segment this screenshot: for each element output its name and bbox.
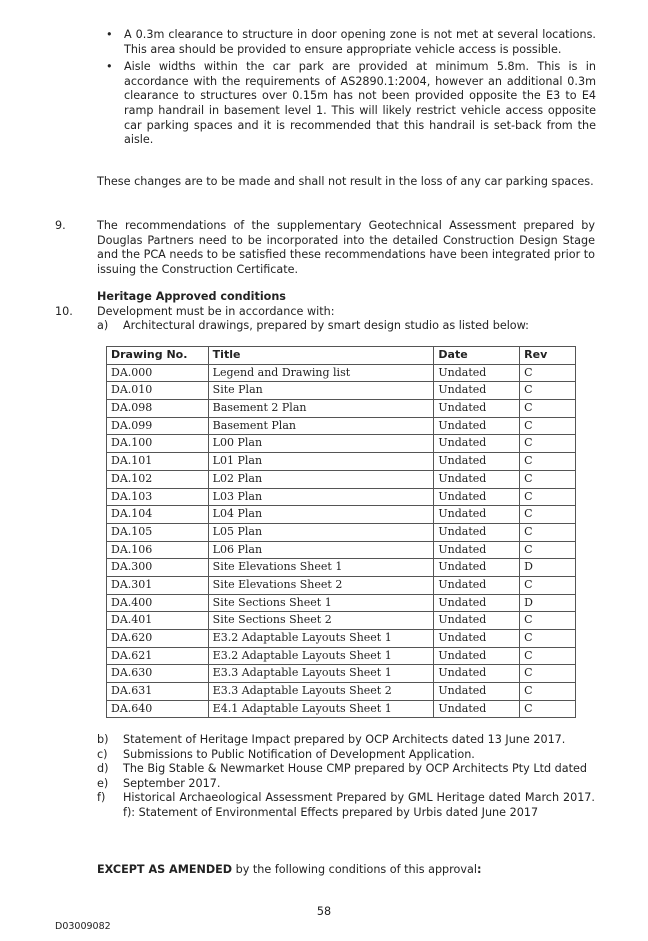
cell-date: Undated	[434, 559, 520, 577]
cell-drawing-no: DA.621	[107, 647, 209, 665]
cell-drawing-no: DA.106	[107, 541, 209, 559]
sub-item-letter: e)	[97, 776, 109, 790]
table-row	[107, 630, 576, 648]
cell-drawing-no: DA.640	[107, 700, 209, 718]
cell-drawing-no: DA.301	[107, 576, 209, 594]
sub-item-letter: f)	[97, 791, 106, 805]
cell-drawing-no: DA.630	[107, 665, 209, 683]
except-text: by the following conditions of this approval	[232, 863, 477, 876]
sub-item	[97, 733, 595, 748]
cell-title: Site Plan	[208, 382, 434, 400]
item-10-sub-a-text: Architectural drawings, prepared by smart design studio as listed below:	[123, 319, 529, 332]
cell-title: E3.2 Adaptable Layouts Sheet 1	[208, 647, 434, 665]
cell-title: Site Sections Sheet 2	[208, 612, 434, 630]
table-row	[107, 417, 576, 435]
sub-item-text: Submissions to Public Notification of Development Application.	[123, 747, 475, 761]
sub-item-text: Statement of Heritage Impact prepared by OCP Architects dated 13 June 2017.	[123, 733, 566, 746]
drawings-table	[106, 346, 576, 718]
cell-rev: C	[520, 630, 576, 648]
table-row	[107, 488, 576, 506]
sub-item-text: The Big Stable & Newmarket House CMP prepared by OCP Architects Pty Ltd dated	[123, 762, 587, 776]
cell-date: Undated	[434, 541, 520, 559]
header-rev: Rev	[520, 347, 576, 365]
cell-title: L03 Plan	[208, 488, 434, 506]
cell-rev: C	[520, 612, 576, 630]
table-row	[107, 665, 576, 683]
cell-drawing-no: DA.099	[107, 417, 209, 435]
bullet-symbol: •	[106, 28, 113, 41]
table-row	[107, 541, 576, 559]
cell-drawing-no: DA.100	[107, 435, 209, 453]
cell-rev: C	[520, 576, 576, 594]
cell-title: Site Elevations Sheet 1	[208, 559, 434, 577]
cell-date: Undated	[434, 417, 520, 435]
table-row	[107, 470, 576, 488]
cell-title: Basement Plan	[208, 417, 434, 435]
bullet-text: Aisle widths within the car park are provided at minimum 5.8m. This is in accordance with the requirements of AS2890.1:2004, however an additional 0.3m clearance to structures over 0.15m has not been provided opposite the E3 to E4 ramp handrail in basement level 1. This will likely restrict vehicle access opposite car parking spaces and it is recommended that this handrail is set-back from the aisle.	[124, 60, 596, 147]
cell-drawing-no: DA.401	[107, 612, 209, 630]
table-row	[107, 594, 576, 612]
cell-rev: C	[520, 683, 576, 701]
cell-date: Undated	[434, 630, 520, 648]
sub-item-letter: d)	[97, 762, 109, 776]
cell-rev: C	[520, 382, 576, 400]
except-colon: :	[476, 863, 482, 876]
table-header-row	[107, 347, 576, 365]
cell-date: Undated	[434, 683, 520, 701]
cell-rev: C	[520, 435, 576, 453]
cell-drawing-no: DA.000	[107, 364, 209, 382]
table-row	[107, 364, 576, 382]
cell-title: E3.3 Adaptable Layouts Sheet 2	[208, 683, 434, 701]
cell-rev: C	[520, 700, 576, 718]
cell-date: Undated	[434, 400, 520, 418]
cell-drawing-no: DA.098	[107, 400, 209, 418]
changes-paragraph: These changes are to be made and shall not result in the loss of any car parking spaces.	[97, 175, 594, 188]
sub-item-list	[97, 733, 595, 821]
table-row	[107, 523, 576, 541]
sub-item	[97, 762, 595, 777]
cell-date: Undated	[434, 453, 520, 471]
cell-title: Site Sections Sheet 1	[208, 594, 434, 612]
cell-rev: C	[520, 453, 576, 471]
cell-date: Undated	[434, 647, 520, 665]
table-row	[107, 453, 576, 471]
table-body	[107, 364, 576, 718]
cell-date: Undated	[434, 364, 520, 382]
cell-rev: C	[520, 523, 576, 541]
cell-drawing-no: DA.620	[107, 630, 209, 648]
item-10-number: 10.	[55, 305, 73, 318]
cell-date: Undated	[434, 612, 520, 630]
cell-title: L01 Plan	[208, 453, 434, 471]
cell-drawing-no: DA.102	[107, 470, 209, 488]
cell-rev: C	[520, 506, 576, 524]
cell-rev: C	[520, 417, 576, 435]
header-date: Date	[434, 347, 520, 365]
header-drawing-no: Drawing No.	[107, 347, 209, 365]
item-9-text: The recommendations of the supplementary Geotechnical Assessment prepared by Douglas Partners need to be incorporated into the detailed Construction Design Stage and the PCA needs to be satisfied these recommendations have been integrated prior to issuing the Construction Certificate.	[97, 219, 595, 276]
bullet-symbol: •	[106, 60, 113, 74]
heritage-heading: Heritage Approved conditions	[97, 290, 286, 303]
cell-rev: C	[520, 470, 576, 488]
bullet-list	[106, 28, 596, 151]
cell-date: Undated	[434, 435, 520, 453]
table-row	[107, 576, 576, 594]
table-row	[107, 400, 576, 418]
table-row	[107, 700, 576, 718]
table-row	[107, 612, 576, 630]
bullet-item	[106, 28, 596, 57]
cell-drawing-no: DA.631	[107, 683, 209, 701]
document-id: D03009082	[55, 921, 111, 932]
sub-item-letter: b)	[97, 733, 109, 746]
cell-rev: D	[520, 594, 576, 612]
cell-drawing-no: DA.010	[107, 382, 209, 400]
sub-item-text: Historical Archaeological Assessment Prepared by GML Heritage dated March 2017. f): Statement of Environmental Effects prepared by Urbis dated June 2017	[123, 791, 595, 819]
table-row	[107, 559, 576, 577]
sub-item	[97, 748, 595, 763]
cell-title: Site Elevations Sheet 2	[208, 576, 434, 594]
cell-rev: C	[520, 541, 576, 559]
sub-item-text: September 2017.	[123, 776, 221, 790]
cell-title: L06 Plan	[208, 541, 434, 559]
item-10-sub-a-letter: a)	[97, 319, 109, 332]
cell-rev: C	[520, 364, 576, 382]
cell-title: L04 Plan	[208, 506, 434, 524]
table-row	[107, 647, 576, 665]
sub-item	[97, 777, 595, 792]
sub-item-letter: c)	[97, 747, 108, 761]
cell-drawing-no: DA.103	[107, 488, 209, 506]
except-as-amended-line	[97, 863, 481, 878]
cell-title: L02 Plan	[208, 470, 434, 488]
cell-drawing-no: DA.300	[107, 559, 209, 577]
bullet-text: A 0.3m clearance to structure in door opening zone is not met at several locations. This area should be provided to ensure appropriate vehicle access is possible.	[124, 28, 596, 56]
table-row	[107, 382, 576, 400]
cell-rev: C	[520, 400, 576, 418]
cell-title: L05 Plan	[208, 523, 434, 541]
table-row	[107, 683, 576, 701]
cell-drawing-no: DA.105	[107, 523, 209, 541]
cell-title: E4.1 Adaptable Layouts Sheet 1	[208, 700, 434, 718]
table-row	[107, 435, 576, 453]
cell-date: Undated	[434, 382, 520, 400]
item-9-number: 9.	[55, 219, 66, 232]
sub-item	[97, 791, 595, 820]
cell-title: L00 Plan	[208, 435, 434, 453]
cell-date: Undated	[434, 576, 520, 594]
cell-date: Undated	[434, 470, 520, 488]
header-title: Title	[208, 347, 434, 365]
cell-date: Undated	[434, 523, 520, 541]
cell-drawing-no: DA.101	[107, 453, 209, 471]
cell-date: Undated	[434, 700, 520, 718]
cell-rev: C	[520, 647, 576, 665]
cell-title: E3.3 Adaptable Layouts Sheet 1	[208, 665, 434, 683]
cell-rev: C	[520, 488, 576, 506]
cell-date: Undated	[434, 506, 520, 524]
table-row	[107, 506, 576, 524]
bullet-item	[106, 60, 596, 148]
cell-rev: C	[520, 665, 576, 683]
cell-title: Legend and Drawing list	[208, 364, 434, 382]
cell-title: Basement 2 Plan	[208, 400, 434, 418]
cell-date: Undated	[434, 488, 520, 506]
cell-drawing-no: DA.104	[107, 506, 209, 524]
cell-title: E3.2 Adaptable Layouts Sheet 1	[208, 630, 434, 648]
except-bold: EXCEPT AS AMENDED	[97, 863, 233, 876]
cell-date: Undated	[434, 594, 520, 612]
cell-date: Undated	[434, 665, 520, 683]
cell-rev: D	[520, 559, 576, 577]
cell-drawing-no: DA.400	[107, 594, 209, 612]
page-number: 58	[316, 905, 332, 918]
item-10-text: Development must be in accordance with:	[97, 305, 335, 318]
